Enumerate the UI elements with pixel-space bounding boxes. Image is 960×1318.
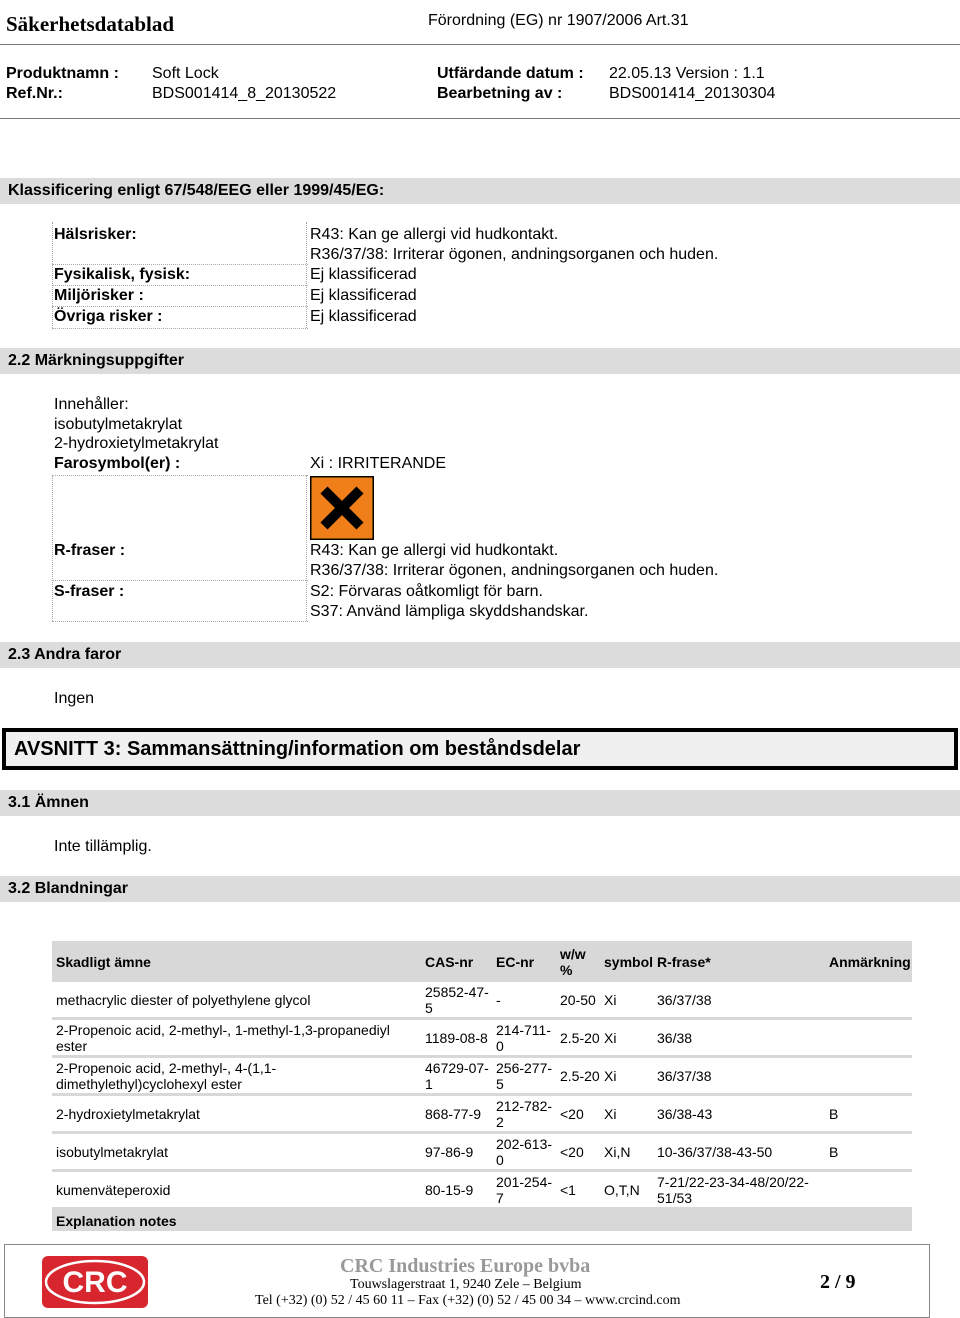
- table-row: [52, 1170, 912, 1207]
- substances-heading: 3.1 Ämnen: [0, 790, 960, 816]
- cell-note: [829, 1059, 909, 1093]
- labelling-grid-left: [52, 475, 53, 621]
- cell-cas: 868-77-9: [425, 1106, 482, 1122]
- cell-r-phrase: 36/37/38: [657, 992, 712, 1008]
- ref-nr-label: Ref.Nr.:: [6, 85, 63, 102]
- classification-grid-line: [52, 264, 308, 265]
- other-risks-value: Ej klassificerad: [310, 308, 417, 325]
- contains-item-1: isobutylmetakrylat: [54, 416, 183, 433]
- cell-ec: 202-613-0: [496, 1136, 553, 1168]
- edited-by-label: Bearbetning av :: [437, 85, 563, 102]
- product-name-label: Produktnamn :: [6, 65, 119, 82]
- physical-risks-label: Fysikalisk, fysisk:: [54, 266, 191, 283]
- cell-ww: 2.5-20: [560, 1068, 600, 1084]
- substances-value: Inte tillämplig.: [54, 838, 152, 855]
- health-risks-value-2: R36/37/38: Irriterar ögonen, andningsorganen och huden.: [310, 246, 719, 263]
- col-header-symbol: symbol: [604, 954, 654, 970]
- cell-r-phrase: 36/37/38: [657, 1068, 712, 1084]
- r-phrases-label: R-fraser :: [54, 542, 126, 559]
- cell-ec: -: [496, 992, 501, 1008]
- cell-symbol: Xi: [604, 1106, 617, 1122]
- regulation-reference: Förordning (EG) nr 1907/2006 Art.31: [428, 12, 689, 29]
- col-header-cas: CAS-nr: [425, 954, 474, 970]
- cell-note: B: [829, 1144, 839, 1160]
- cell-note: B: [829, 1106, 839, 1122]
- cell-ec: 212-782-2: [496, 1098, 553, 1130]
- labelling-grid-line: [52, 580, 308, 581]
- r-phrases-value-2: R36/37/38: Irriterar ögonen, andningsorganen och huden.: [310, 562, 719, 579]
- classification-grid-line: [52, 306, 308, 307]
- cell-substance: 2-Propenoic acid, 2-methyl-, 1-methyl-1,3-propanediyl ester: [56, 1022, 390, 1054]
- cell-r-phrase: 36/38: [657, 1030, 693, 1046]
- s-phrases-value-2: S37: Använd lämpliga skyddshandskar.: [310, 603, 589, 620]
- cell-note: [829, 1173, 909, 1207]
- explanation-notes: Explanation notes: [56, 1213, 177, 1229]
- environment-risks-value: Ej klassificerad: [310, 287, 417, 304]
- company-name: CRC Industries Europe bvba: [340, 1255, 591, 1277]
- section-3-heading: AVSNITT 3: Sammansättning/information om beståndsdelar: [2, 728, 958, 770]
- col-header-substance: Skadligt ämne: [56, 954, 151, 970]
- cell-ww: <1: [560, 1182, 576, 1198]
- cell-ww: <20: [560, 1144, 584, 1160]
- header-divider: [0, 44, 960, 45]
- cell-note: [829, 983, 909, 1017]
- cell-substance: kumenväteperoxid: [56, 1182, 171, 1198]
- cell-ww: 2.5-20: [560, 1030, 600, 1046]
- classification-grid-line: [52, 328, 308, 329]
- table-row: [52, 980, 912, 1017]
- s-phrases-label: S-fraser :: [54, 583, 125, 600]
- health-risks-value-1: R43: Kan ge allergi vid hudkontakt.: [310, 226, 559, 243]
- contains-item-2: 2-hydroxietylmetakrylat: [54, 435, 219, 452]
- mixtures-heading: 3.2 Blandningar: [0, 876, 960, 902]
- environment-risks-label: Miljörisker :: [54, 287, 144, 304]
- product-name-value: Soft Lock: [152, 65, 219, 82]
- document-title: Säkerhetsdatablad: [6, 12, 175, 36]
- col-header-ww: w/w %: [560, 946, 586, 978]
- cell-substance: methacrylic diester of polyethylene glycol: [56, 992, 311, 1008]
- labelling-grid-mid: [306, 475, 307, 621]
- r-phrases-value-1: R43: Kan ge allergi vid hudkontakt.: [310, 542, 559, 559]
- hazard-symbol-label: Farosymbol(er) :: [54, 455, 181, 472]
- table-row: [52, 1056, 912, 1093]
- col-header-ec: EC-nr: [496, 954, 535, 970]
- ref-nr-value: BDS001414_8_20130522: [152, 85, 337, 102]
- s-phrases-value-1: S2: Förvaras oåtkomligt för barn.: [310, 583, 543, 600]
- cell-symbol: Xi: [604, 1030, 617, 1046]
- cell-symbol: Xi,N: [604, 1144, 631, 1160]
- labelling-heading: 2.2 Märkningsuppgifter: [0, 348, 960, 374]
- cell-cas: 25852-47-5: [425, 984, 489, 1016]
- table-row: [52, 1132, 912, 1169]
- edited-by-value: BDS001414_20130304: [609, 85, 776, 102]
- health-risks-label: Hälsrisker:: [54, 226, 137, 243]
- classification-heading: Klassificering enligt 67/548/EEG eller 1999/45/EG:: [0, 178, 960, 204]
- cell-ww: <20: [560, 1106, 584, 1122]
- company-contact: Tel (+32) (0) 52 / 45 60 11 – Fax (+32) (0) 52 / 45 00 34 – www.crcind.com: [255, 1293, 681, 1308]
- labelling-grid-line: [52, 621, 308, 622]
- other-hazards-heading: 2.3 Andra faror: [0, 642, 960, 668]
- cell-substance: isobutylmetakrylat: [56, 1144, 169, 1160]
- classification-grid-left: [52, 222, 53, 328]
- cell-symbol: O,T,N: [604, 1182, 640, 1198]
- table-row: [52, 1094, 912, 1131]
- cell-substance: 2-Propenoic acid, 2-methyl-, 4-(1,1-dimethylethyl)cyclohexyl ester: [56, 1060, 277, 1092]
- cell-symbol: Xi: [604, 1068, 617, 1084]
- col-header-note: Anmärkning: [829, 954, 911, 970]
- company-address: Touwslagerstraat 1, 9240 Zele – Belgium: [350, 1277, 582, 1292]
- contains-label: Innehåller:: [54, 396, 129, 413]
- cell-ec: 201-254-7: [496, 1174, 553, 1206]
- crc-logo: [42, 1256, 148, 1308]
- svg-text:CRC: CRC: [62, 1266, 128, 1299]
- cell-symbol: Xi: [604, 992, 617, 1008]
- col-header-r-phrase: R-frase*: [657, 954, 711, 970]
- issue-date-value: 22.05.13 Version : 1.1: [609, 65, 765, 82]
- cell-ww: 20-50: [560, 992, 596, 1008]
- hazard-symbol-value: Xi : IRRITERANDE: [310, 455, 447, 472]
- other-hazards-value: Ingen: [54, 690, 95, 707]
- cell-note: [829, 1021, 909, 1055]
- labelling-grid-line: [52, 475, 308, 476]
- cell-ec: 256-277-5: [496, 1060, 553, 1092]
- cell-r-phrase: 10-36/37/38-43-50: [657, 1144, 773, 1160]
- cell-cas: 46729-07-1: [425, 1060, 489, 1092]
- cell-ec: 214-711-0: [496, 1022, 552, 1054]
- classification-grid-mid: [306, 222, 307, 328]
- cell-cas: 97-86-9: [425, 1144, 474, 1160]
- page-number: 2 / 9: [820, 1271, 856, 1293]
- xi-irritant-cross-icon: [310, 476, 374, 540]
- table-row: [52, 1018, 912, 1055]
- physical-risks-value: Ej klassificerad: [310, 266, 417, 283]
- cell-r-phrase: 7-21/22-23-34-48/20/22-51/53: [657, 1174, 809, 1206]
- header-bottom-divider: [0, 118, 960, 119]
- classification-grid-line: [52, 285, 308, 286]
- cell-substance: 2-hydroxietylmetakrylat: [56, 1106, 200, 1122]
- cell-cas: 1189-08-8: [425, 1030, 488, 1046]
- cell-cas: 80-15-9: [425, 1182, 474, 1198]
- cell-r-phrase: 36/38-43: [657, 1106, 713, 1122]
- issue-date-label: Utfärdande datum :: [437, 65, 584, 82]
- other-risks-label: Övriga risker :: [54, 308, 163, 325]
